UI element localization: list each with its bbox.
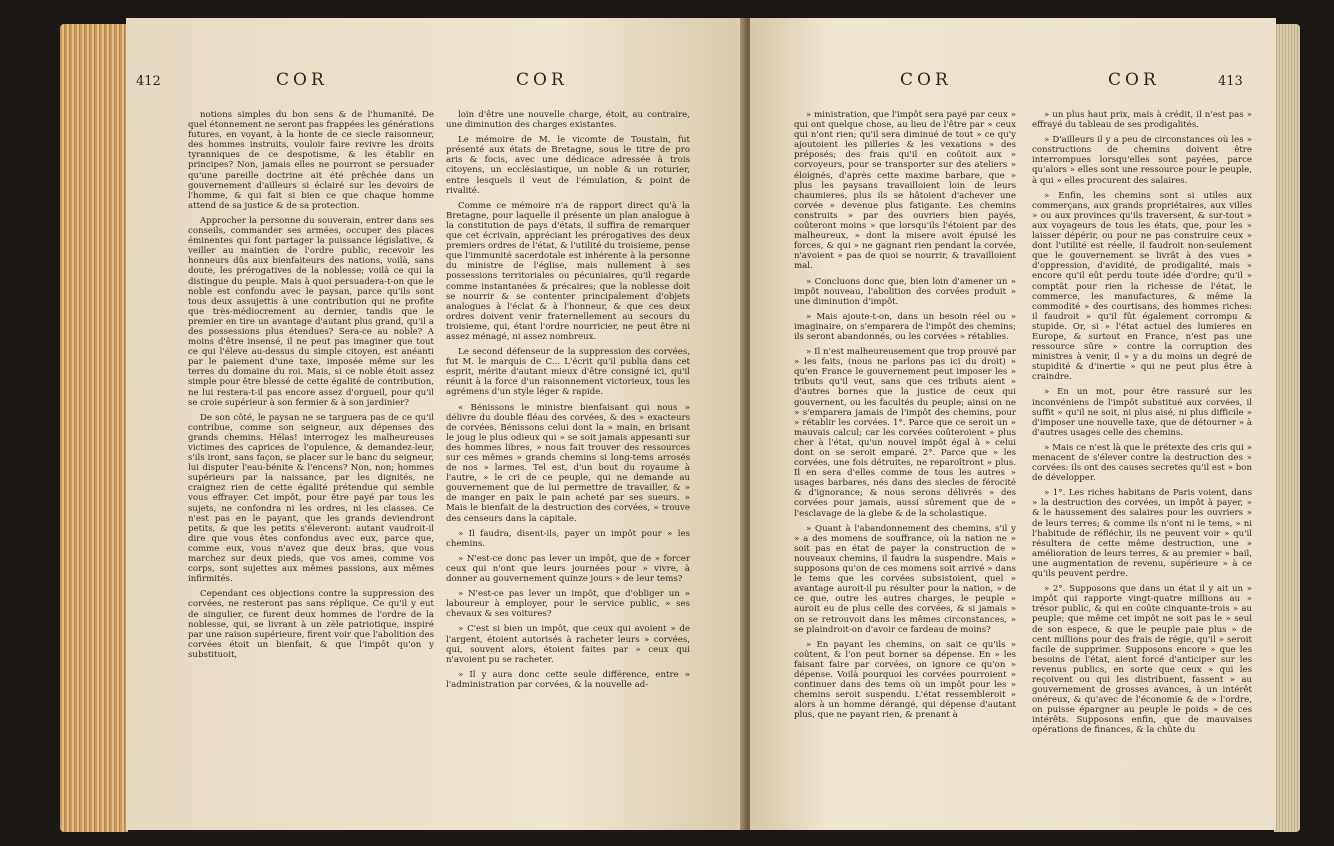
running-header-right-1: COR [900, 70, 952, 90]
paragraph: » N'est-ce pas lever un impôt, que d'obliger un » laboureur à employer, pour le service public, » ses chevaux & ses voitures? [446, 589, 690, 620]
running-header-left-2: COR [516, 70, 568, 90]
paragraph: » Il n'est malheureusement que trop prouvé par » les faits, (nous ne parlons pas ici du droit) » qu'en France le gouvernement peut imposer les » tributs qu'il veut, sans que ces tributs aient » d'autres bornes que la justice de ceux qui gouvernent, ou les facultés du peuple; ainsi on ne » s'emparera jamais de l'impôt des chemins, pour » rétablir les corvées. 1°. Parce que ce seroit un » mauvais calcul; car les corvées coûteroient » plus cher à l'état, qu'un nouvel impôt égal à » celui dont on se seroit emparé. 2°. Parce que » les corvées, une fois détruites, ne reparoîtront » plus. Il en sera d'elles comme de tous les autres » usages barbares, nés dans des siecles de férocité & d'ignorance; & nous serons délivrés » des corvées pour jamais, aussi sûrement que de » l'esclavage de la glebe & de la scholastique. [794, 347, 1016, 519]
paragraph: » un plus haut prix, mais à crédit, il n'est pas » effrayé du tableau de ses prodigalités. [1032, 110, 1252, 131]
paragraph: » D'ailleurs il y a peu de circonstances où les » constructions de chemins doivent être interrompues lorsqu'elles sont payées, parce qu'alors » elles sont une ressource pour le peuple, à qui » elles procurent des salaires. [1032, 135, 1252, 186]
paragraph: » 1°. Les riches habitans de Paris voient, dans » la destruction des corvées, un impôt à payer, » & le haussement des salaires pour les ouvriers » de leurs terres; & comme ils n'ont ni le tems, » ni l'habitude de réfléchir, ils ne peuvent voir » qu'il résultera de cette même destruction, une » amélioration de leurs terres, & au premier » bail, une augmentation de revenu, supérieure » à ce qu'ils peuvent perdre. [1032, 488, 1252, 580]
text-column-right-1 [794, 110, 1016, 810]
paragraph: » 2°. Supposons que dans un état il y ait un » impôt qui rapporte vingt-quatre millions au » trésor public, & qui en coûte cinquante-trois » au peuple; que même cet impôt ne soit pas le » seul de son espece, & que le peuple paie plus » de cent millions pour des frais de régie, qu'il » seroit facile de supprimer. Supposons encore » que les besoins de l'état, aient forcé d'anticiper sur les revenus publics, en sorte que ceux » qui les reçoivent ou qui les distribuent, fassent » au gouvernement de grosses avances, à un intérêt onéreux, & qu'avec de l'économie & de » l'ordre, on puisse épargner au peuple le poids » de ces intérêts. Supposons enfin, que de mauvaises opérations de finances, & la chûte du [1032, 584, 1252, 736]
left-page [126, 18, 746, 830]
paragraph: » N'est-ce donc pas lever un impôt, que de » forcer ceux qui n'ont que leurs journées pour » vivre, à donner au gouvernement quinze jours » de leur tems? [446, 553, 690, 585]
paragraph: Le second défenseur de la suppression des corvées, fut M. le marquis de C... L'écrit qu'il publia dans cet esprit, mérite d'autant mieux d'être consigné ici, qu'il réunit à la force d'un raisonnement victorieux, tous les agrémens d'un style léger & rapide. [446, 347, 690, 398]
text-column-right-2 [1032, 110, 1252, 810]
text-column-left-1 [188, 110, 434, 810]
page-edges-left [60, 24, 128, 832]
page-number-right: 413 [1218, 74, 1243, 89]
paragraph: » Mais ce n'est là que le prétexte des cris qui » menacent de s'élever contre la destruction des » corvées: ils ont des causes secretes qu'il est » bon de développer. [1032, 442, 1252, 484]
page-edges-right [1274, 24, 1300, 832]
paragraph: » Il y aura donc cette seule différence, entre » l'administration par corvées, & la nouvelle ad- [446, 669, 690, 690]
page-number-left: 412 [136, 74, 161, 89]
paragraph: « Bénissons le ministre bienfaisant qui nous » délivre du double fléau des corvées, & des » exacteurs de corvées. Bénissons celui dont la » main, en brisant le joug le plus odieux qui » se soit jamais appesanti sur des hommes libres, » nous fait trouver des ressources sur ces mêmes » grands chemins si long-tems arrosés de nos » larmes. Tel est, d'un bout du royaume à l'autre, » le cri de ce peuple, qui ne demande au gouvernement que de lui permettre de travailler, & » de manger en paix le pain acheté par ses sueurs. » Mais le bienfait de la destruction des corvées, » trouve des censeurs dans la capitale. [446, 402, 690, 524]
open-book [60, 18, 1300, 836]
paragraph: De son côté, le paysan ne se targuera pas de ce qu'il contribue, comme son seigneur, aux dépenses des grands chemins. Hélas! interrogez les malheureuses victimes des caprices de l'opulence, & demandez-leur, s'ils iront, sans façon, se placer sur le banc du seigneur, lui disputer l'eau-bénite & l'encens? Non, non; hommes supérieurs par la naissance, par les dignités, ne craignez rien de cette égalité prétendue qui semble vous effrayer. Cet impôt, pour être payé par tous les sujets, ne confondra ni les ordres, ni les classes. Ce n'est pas en le payant, que les grands deviendront petits, & que les petits s'éleveront: autant vaudroit-il dire que vous êtes confondus avec eux, parce que, comme eux, vous n'avez que deux bras, que vous marchez sur deux pieds, que vos ames, comme vos corps, sont sujettes aux mêmes passions, aux mêmes infirmités. [188, 412, 434, 585]
paragraph: notions simples du bon sens & de l'humanité. De quel étonnement ne seront pas frappées les générations futures, en voyant, à la honte de ce siecle raisonneur, des hommes instruits, vouloir faire revivre les droits tyranniques de ce despotisme, & les établir en principes? Non, jamais elles ne pourront se persuader qu'une pareille doctrine ait été prêchée dans un gouvernement d'ailleurs si éclairé sur les devoirs de l'homme, & qui fait si bien ce que chaque homme attend de sa justice & de sa protection. [188, 110, 434, 211]
running-header-left-1: COR [276, 70, 328, 90]
paragraph: loin d'être une nouvelle charge, étoit, au contraire, une diminution des charges existantes. [446, 110, 690, 131]
paragraph: Comme ce mémoire n'a de rapport direct qu'à la Bretagne, pour laquelle il présente un plan analogue à la constitution de pays d'états, il suffira de remarquer que cet écrivain, appréciant les prérogatives des deux premiers ordres de l'état, & l'utilité du troisieme, pense que l'immunité sacerdotale est inhérente à la personne du ministre de l'église, mais nullement à ses possessions territoriales ou pécuniaires, qu'il regarde comme instantanées & précaires; que la noblesse doit se nourrir & se contenter principalement d'objets analogues à l'éclat & à l'honneur, & que ces deux ordres doivent venir fraternellement au secours du troisieme, qui, étant l'ordre nourricier, ne peut être ni assez ménagé, ni assez nombreux. [446, 200, 690, 342]
paragraph: Approcher la personne du souverain, entrer dans ses conseils, commander ses armées, occuper des places éminentes qui font partager la puissance législative, & veiller au maintien de l'ordre public, recevoir les honneurs dûs aux bienfaiteurs des nations, voilà, sans doute, les prérogatives de la noblesse; voilà ce qui la distingue du peuple. Mais à quoi persuadera-t-on que le noble est confondu avec le paysan, parce qu'ils sont tous deux assujettis à une contribution qui ne profite que très-médiocrement au dernier, tandis que le premier en tire un avantage d'autant plus grand, qu'il a des possessions plus étendues? Sera-ce au noble? A moins d'être insensé, il ne peut pas imaginer que tout ce qui l'éleve au-dessus du simple citoyen, est anéanti par le paiement d'une taxe, imposée même sur les terres du domaine du roi. Mais, si ce noble étoit assez simple pour être blessé de cette égalité de contribution, ne lui restera-t-il pas encore assez d'orgueil, pour qu'il se croie supérieur à son fermier & à son jardinier? [188, 215, 434, 408]
paragraph: » Quant à l'abandonnement des chemins, s'il y » a des momens de souffrance, où la nation ne » soit pas en état de payer la construction de » nouveaux chemins, il faudra la suspendre. Mais » supposons qu'on de ces momens soit arrivé » dans le tems que les corvées subsistoient, quel » avantage auroit-il pu résulter pour la nation, » de ce que, outre les autres charges, le peuple » auroit eu de plus celle des corvées, & si jamais » on se retrouvoit dans les mêmes circonstances, » se plaindroit-on d'avoir ce fardeau de moins? [794, 523, 1016, 635]
text-column-left-2 [446, 110, 690, 810]
paragraph: » Concluons donc que, bien loin d'amener un » impôt nouveau, l'abolition des corvées produit » une diminution d'impôt. [794, 276, 1016, 307]
running-header-right-2: COR [1108, 70, 1160, 90]
paragraph: » Mais ajoute-t-on, dans un besoin réel ou » imaginaire, on s'emparera de l'impôt des chemins; ils seront abandonnés, ou les corvées » rétablies. [794, 311, 1016, 342]
paragraph: » Enfin, les chemins sont si utiles aux commerçans, aux grands propriétaires, aux villes » ou aux provinces qu'ils traversent, & sur-tout » aux voyageurs de tous les états, que, pour les » laisser dépérir, ou pour ne pas construire ceux » dont l'utilité est réelle, il faudroit non-seulement que le gouvernement se livrât à des vues » d'oppression, d'avidité, de prodigalité, mais » encore qu'il eût perdu toute idée d'ordre; qu'il » comptât pour rien la richesse de l'état, le commerce, les manufactures, & même la commodité » des courtisans, des hommes riches: il faudroit » qu'il fût également corrompu & stupide. Or, si » l'état actuel des lumieres en Europe, & surtout en France, n'est pas une ressource sûre » contre la corruption des ministres à venir, il » y a du moins un degré de stupidité & d'inertie » qui ne peut plus être à craindre. [1032, 190, 1252, 383]
paragraph: » ministration, que l'impôt sera payé par ceux » qui ont quelque chose, au lieu de l'être par » ceux qui n'ont rien; qu'il sera diminué de tout » ce qu'y ajoutoient les pilleries & les vexations » des préposés; des frais qu'il en coûtoit aux » corvoyeurs, pour se transporter sur des ateliers » éloignés, d'après cette maxime barbare, que » plus les paysans travailloient loin de leurs chaumieres, plus ils se hâtoient d'achever une corvée » devenue plus fatigante. Les chemins construits » par des ouvriers bien payés, coûteront moins » que lorsqu'ils l'étoient par des malheureux, » dont la misere avoit épuisé les forces, & qui » ne gagnant rien pendant la corvée, n'avoient » pas de quoi se nourrir, & travailloient mal. [794, 110, 1016, 272]
paragraph: Le mémoire de M. le vicomte de Toustain, fut présenté aux états de Bretagne, sous le titre de pro aris & focis, avec une dédicace adressée à trois citoyens, un ecclésiastique, un noble & un roturier, entre lesquels il veut de l'émulation, & point de rivalité. [446, 135, 690, 196]
paragraph: » C'est si bien un impôt, que ceux qui avoient » de l'argent, étoient autorisés à racheter leurs » corvées, qui, souvent alors, étoient faites par » ceux qui n'avoient pu se racheter. [446, 624, 690, 665]
paragraph: » Il faudra, disent-ils, payer un impôt pour » les chemins. [446, 528, 690, 549]
paragraph: » En un mot, pour être rassuré sur les inconvéniens de l'impôt substitué aux corvées, il suffit » qu'il ne soit, ni plus aisé, ni plus difficile » d'imposer une nouvelle taxe, que de détourner » à d'autres usages celle des chemins. [1032, 387, 1252, 438]
paragraph: » En payant les chemins, on sait ce qu'ils » coûtent, & l'on peut borner sa dépense. En » les faisant faire par corvées, on ignore ce qu'on » dépense. Voilà pourquoi les corvées pourroient » continuer dans des tems où un impôt pour les » chemins seroit suspendu. L'état ressembleroit » alors à un homme dérangé, qui dépense d'autant plus, que ne payant rien, & prenant à [794, 639, 1016, 721]
paragraph: Cependant ces objections contre la suppression des corvées, ne resteront pas sans réplique. Ce qu'il y eut de singulier, ce furent deux hommes de l'ordre de la noblesse, qui, se livrant à un zèle patriotique, inspiré par une raison supérieure, firent voir que l'abolition des corvées étoit un bienfait, & que l'impôt qu'on y substituoit, [188, 589, 434, 660]
right-page [750, 18, 1276, 830]
